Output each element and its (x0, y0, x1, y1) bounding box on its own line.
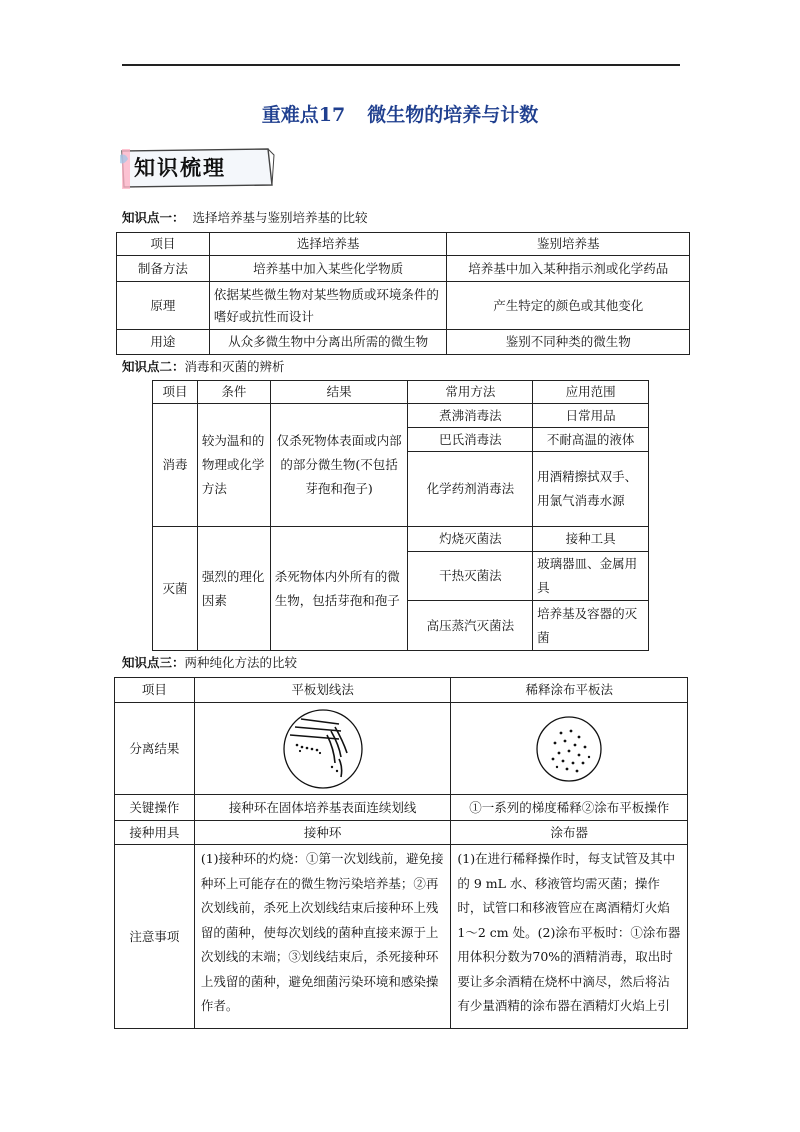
method-cell: 干热灭菌法 (408, 552, 533, 601)
table-cell: 涂布器 (451, 821, 688, 845)
scope-cell: 不耐高温的液体 (533, 428, 649, 452)
table-cell: 仅杀死物体表面或内部的部分微生物(不包括芽孢和孢子) (270, 404, 408, 527)
table-row (117, 282, 690, 330)
row-label: 原理 (117, 282, 210, 330)
method-cell: 煮沸消毒法 (408, 404, 533, 428)
header-rule (122, 64, 680, 66)
header-cell: 项目 (153, 381, 198, 404)
method-cell: 高压蒸汽灭菌法 (408, 601, 533, 651)
section2-text: 消毒和灭菌的辨析 (184, 359, 285, 374)
scope-cell: 培养基及容器的灭菌 (533, 601, 649, 651)
row-label: 灭菌 (153, 527, 198, 651)
header-cell: 条件 (197, 381, 270, 404)
header-cell: 结果 (270, 381, 408, 404)
table-row (117, 330, 690, 355)
table-row (115, 795, 688, 821)
table-row (115, 821, 688, 845)
section3-text: 两种纯化方法的比较 (184, 655, 298, 670)
row-label: 制备方法 (117, 256, 210, 282)
table-cell: 培养基中加入某种指示剂或化学药品 (447, 256, 690, 282)
row-label: 关键操作 (115, 795, 195, 821)
spread-plate-image (533, 713, 605, 785)
table-media-compare (116, 232, 690, 355)
section1-heading (122, 208, 367, 226)
row-label: 消毒 (153, 404, 198, 527)
method-cell: 巴氏消毒法 (408, 428, 533, 452)
table-purification-compare (114, 677, 688, 1029)
header-cell: 稀释涂布平板法 (451, 678, 688, 703)
method-cell: 化学药剂消毒法 (408, 452, 533, 527)
scope-cell: 用酒精擦拭双手、用氯气消毒水源 (533, 452, 649, 527)
table-cell: 杀死物体内外所有的微生物，包括芽孢和孢子 (270, 527, 408, 651)
table-cell: ①一系列的梯度稀释②涂布平板操作 (451, 795, 688, 821)
title-number: 17 (318, 104, 346, 126)
title-text: 微生物的培养与计数 (367, 104, 539, 126)
title-prefix: 重难点 (261, 104, 319, 126)
header-cell: 选择培养基 (209, 233, 447, 256)
streak-plate-image (277, 707, 369, 791)
header-cell: 常用方法 (408, 381, 533, 404)
row-label: 接种用具 (115, 821, 195, 845)
spread-plate-cell (451, 703, 688, 795)
scope-cell: 日常用品 (533, 404, 649, 428)
table-row (115, 845, 688, 1029)
table-disinfect-sterilize (152, 380, 649, 651)
section3-label: 知识点三： (122, 655, 185, 670)
note-left-cell: (1)接种环的灼烧：①第一次划线前，避免接种环上可能存在的微生物污染培养基；②再次划线前，杀死上次划线结束后接种环上残留的菌种，使每次划线的菌种直接来源于上次划线的末端；③划线结束后，杀死接种环上残留的菌种，避免细菌污染环境和感染操作者。 (194, 845, 451, 1029)
scope-cell: 玻璃器皿、金属用具 (533, 552, 649, 601)
table-header-row (117, 233, 690, 256)
section3-heading (122, 653, 297, 671)
table-row (153, 527, 649, 552)
table-cell: 培养基中加入某些化学物质 (209, 256, 447, 282)
table-row (153, 404, 649, 428)
header-cell: 项目 (117, 233, 210, 256)
note-right-cell: (1)在进行稀释操作时，每支试管及其中的 9 mL 水、移液管均需灭菌；操作时，试管口和移液管应在离酒精灯火焰 1～2 cm 处。(2)涂布平板时：①涂布器用体积分数为70%的酒精消毒，取出时要让多余酒精在烧杯中滴尽，然后将沾有少量酒精的涂布器在酒精灯火焰上引 (451, 845, 688, 1029)
streak-plate-cell (194, 703, 451, 795)
table-cell: 从众多微生物中分离出所需的微生物 (209, 330, 447, 355)
table-header-row (153, 381, 649, 404)
table-cell: 接种环在固体培养基表面连续划线 (194, 795, 451, 821)
table-cell: 强烈的理化因素 (197, 527, 270, 651)
table-row (115, 703, 688, 795)
header-cell: 鉴别培养基 (447, 233, 690, 256)
table-cell: 产生特定的颜色或其他变化 (447, 282, 690, 330)
table-cell: 鉴别不同种类的微生物 (447, 330, 690, 355)
scope-cell: 接种工具 (533, 527, 649, 552)
section1-text: 选择培养基与鉴别培养基的比较 (192, 210, 368, 225)
row-label: 分离结果 (115, 703, 195, 795)
method-cell: 灼烧灭菌法 (408, 527, 533, 552)
page-title (0, 100, 800, 127)
section1-label: 知识点一： (122, 210, 185, 225)
table-cell: 接种环 (194, 821, 451, 845)
banner-text: 知识梳理 (134, 156, 226, 180)
table-header-row (115, 678, 688, 703)
header-cell: 项目 (115, 678, 195, 703)
header-cell: 应用范围 (533, 381, 649, 404)
table-cell: 依据某些微生物对某些物质或环境条件的嗜好或抗性而设计 (209, 282, 447, 330)
header-cell: 平板划线法 (194, 678, 451, 703)
row-label: 用途 (117, 330, 210, 355)
table-row (117, 256, 690, 282)
table-cell: 较为温和的物理或化学方法 (197, 404, 270, 527)
section2-heading (122, 357, 285, 375)
row-label: 注意事项 (115, 845, 195, 1029)
section2-label: 知识点二： (122, 359, 185, 374)
